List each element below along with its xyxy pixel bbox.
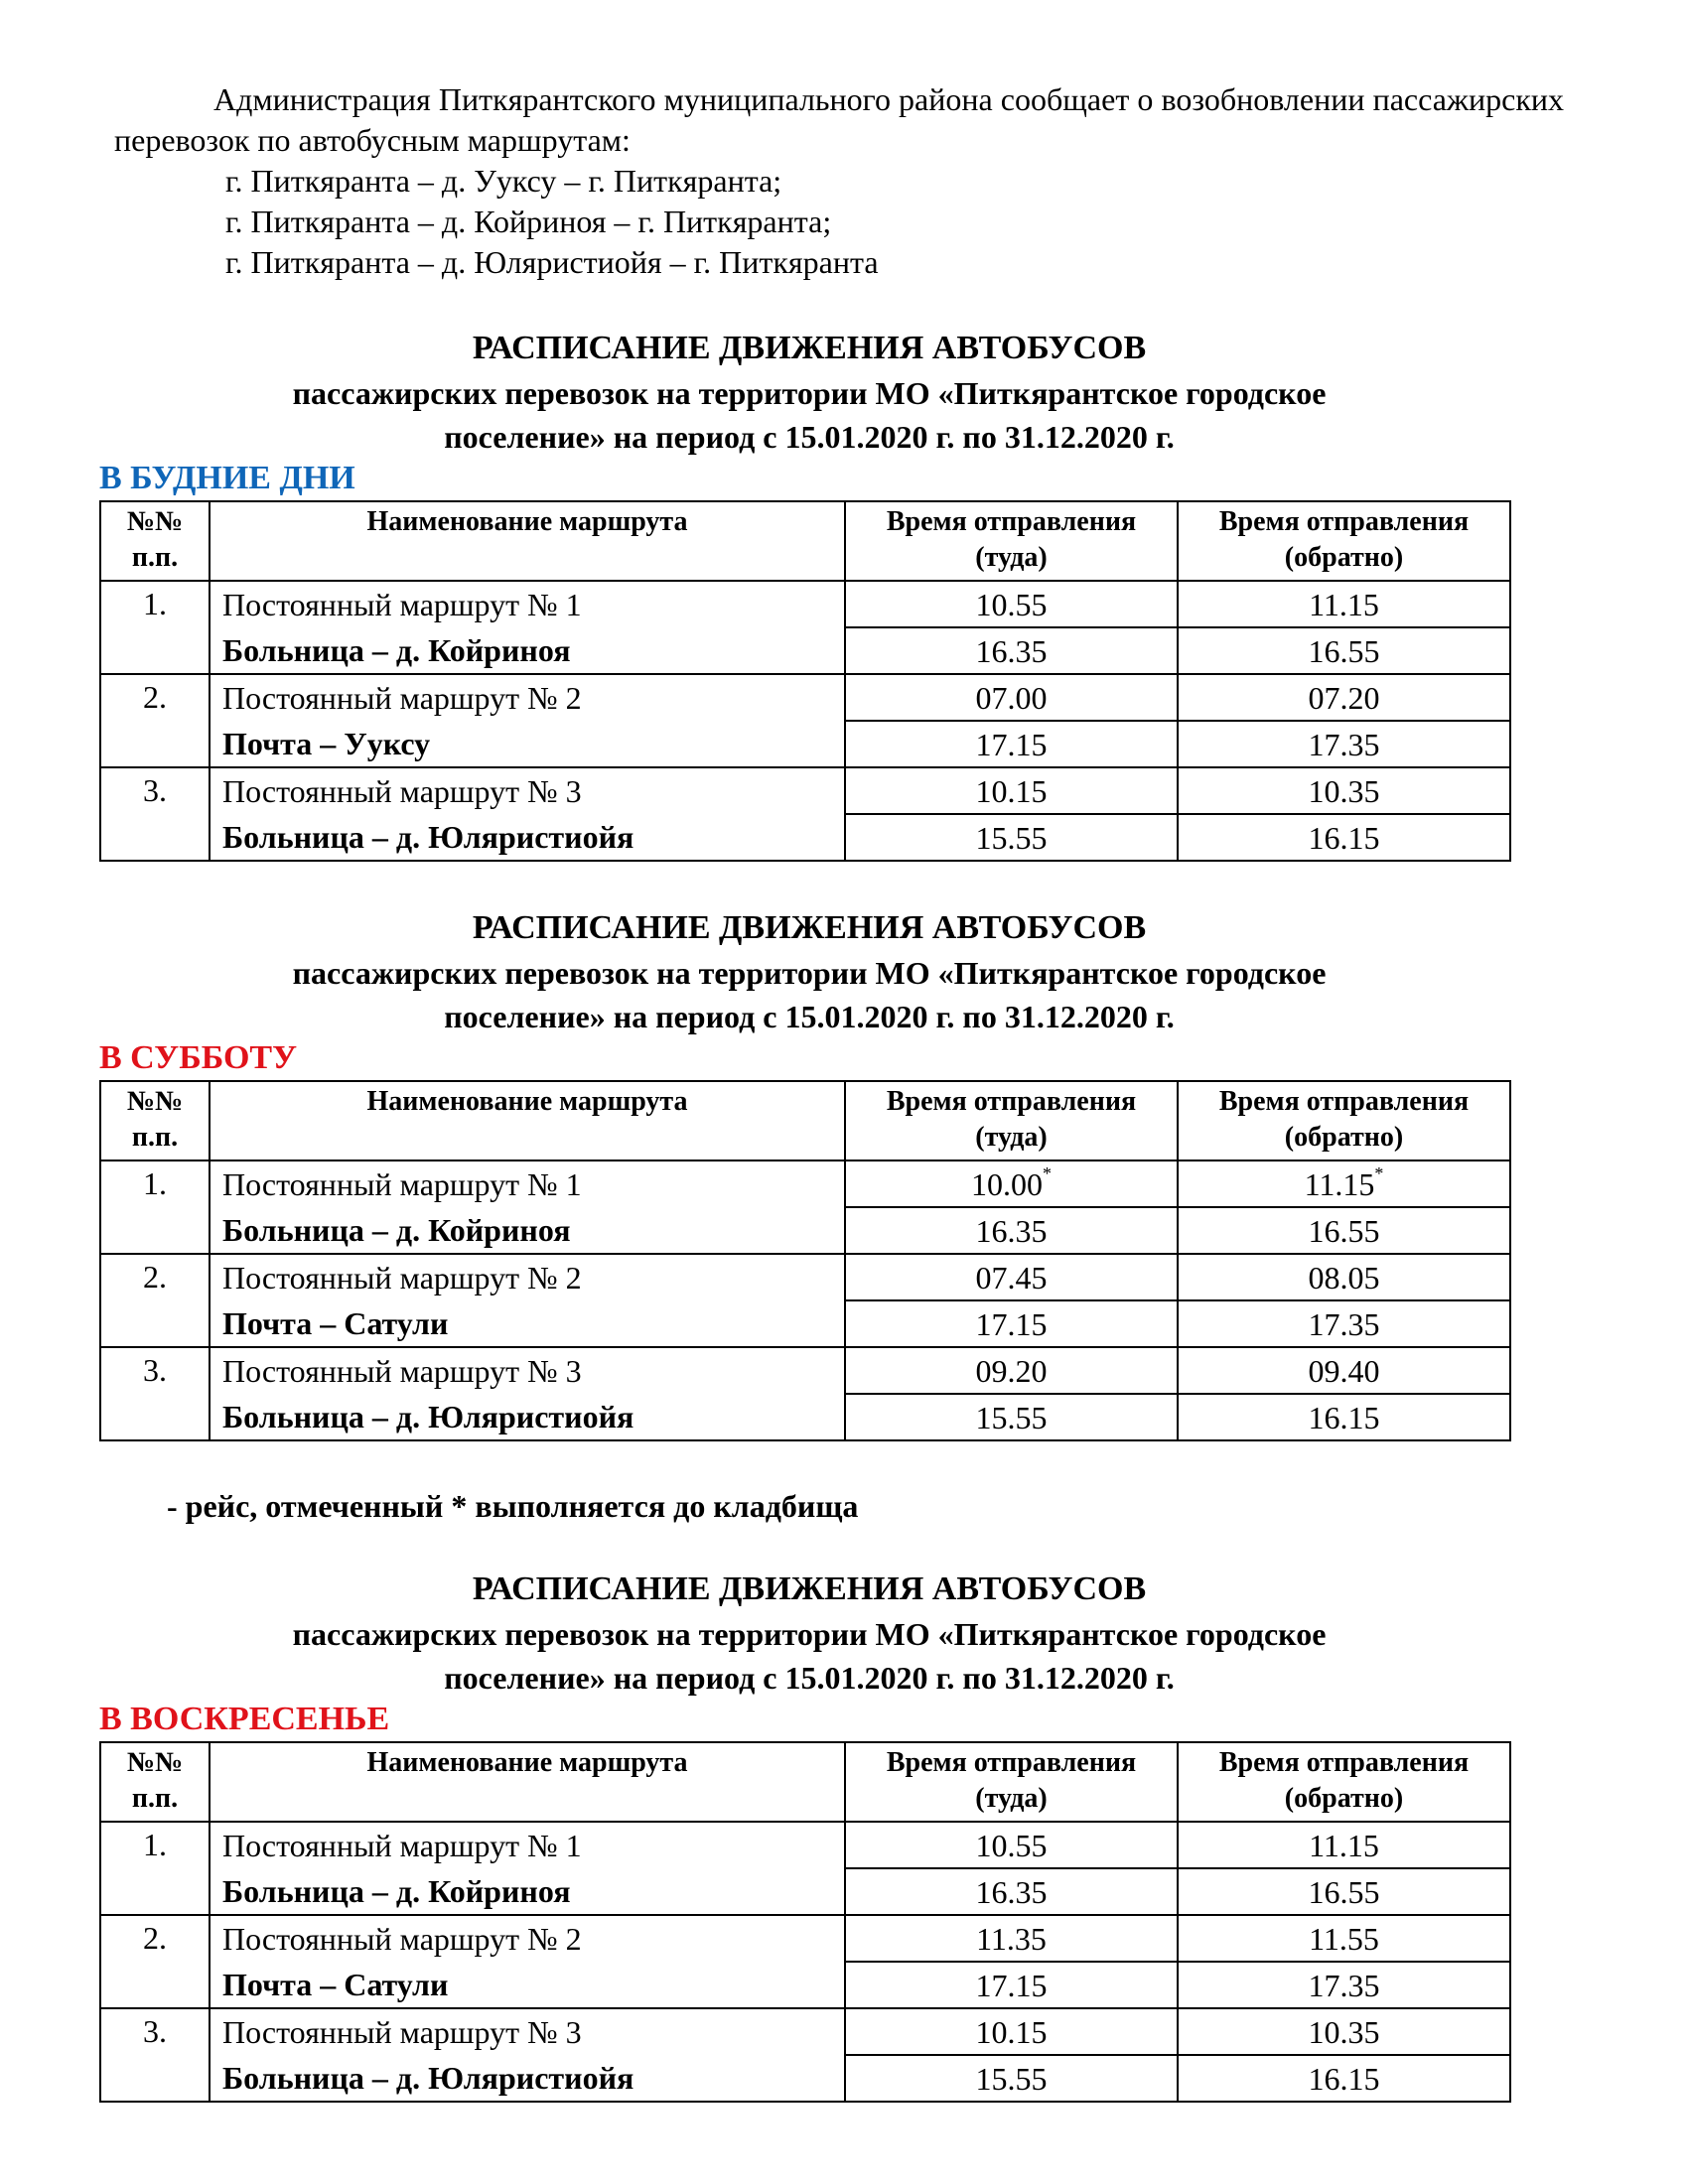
route-title: Постоянный маршрут № 3 — [222, 773, 582, 809]
intro-route-3: г. Питкяранта – д. Юляристиойя – г. Питкяранта — [225, 244, 879, 280]
departure-back-time: 17.35 — [1178, 1300, 1510, 1347]
departure-to-time: 15.55 — [845, 1394, 1178, 1440]
route-name-cell — [210, 1160, 845, 1254]
route-title: Постоянный маршрут № 3 — [222, 1353, 582, 1389]
header-departure-back: Время отправления (обратно) — [1178, 1742, 1510, 1822]
departure-back-time: 16.55 — [1178, 627, 1510, 674]
schedule-subtitle-1: пассажирских перевозок на территории МО «Питкярантское городское — [292, 1616, 1327, 1652]
route-name-cell — [210, 767, 845, 861]
row-number: 2. — [100, 1254, 210, 1347]
route-stops: Больница – д. Юляристиойя — [222, 819, 634, 855]
route-name-cell — [210, 1915, 845, 2008]
departure-back-time: 11.55 — [1178, 1915, 1510, 1962]
header-departure-back: Время отправления (обратно) — [1178, 501, 1510, 581]
table-row — [100, 1347, 1510, 1394]
departure-to-time: 10.00* — [845, 1160, 1178, 1207]
table-row — [100, 1915, 1510, 1962]
route-stops: Почта – Ууксу — [222, 726, 431, 761]
table-row — [100, 581, 1510, 627]
departure-back-time: 16.15 — [1178, 1394, 1510, 1440]
departure-to-time: 16.35 — [845, 627, 1178, 674]
departure-to-time: 15.55 — [845, 2055, 1178, 2102]
route-stops: Больница – д. Койриноя — [222, 1212, 571, 1248]
table-row — [100, 1254, 1510, 1300]
saturday-table — [99, 1080, 1511, 1441]
schedule-title: РАСПИСАНИЕ ДВИЖЕНИЯ АВТОБУСОВ — [472, 909, 1147, 946]
route-name-cell — [210, 1822, 845, 1915]
route-name-cell — [210, 1347, 845, 1440]
header-num: №№ п.п. — [100, 1742, 210, 1822]
route-name-cell — [210, 581, 845, 674]
departure-back-time: 16.55 — [1178, 1207, 1510, 1254]
row-number: 3. — [100, 1347, 210, 1440]
header-departure-to: Время отправления (туда) — [845, 1081, 1178, 1160]
row-number: 1. — [100, 1160, 210, 1254]
intro-text: Администрация Питкярантского муниципального района сообщает о возобновлении пассажирских перевозок по автобусным маршрутам: — [114, 81, 1564, 158]
departure-back-time: 17.35 — [1178, 721, 1510, 767]
schedule-subtitle-1: пассажирских перевозок на территории МО «Питкярантское городское — [292, 955, 1327, 991]
departure-to-time: 10.55 — [845, 581, 1178, 627]
departure-back-time: 16.15 — [1178, 814, 1510, 861]
intro-route-1: г. Питкяранта – д. Ууксу – г. Питкяранта; — [225, 163, 782, 199]
route-name-cell — [210, 674, 845, 767]
sunday-table — [99, 1741, 1511, 2103]
departure-to-time: 10.55 — [845, 1822, 1178, 1868]
route-stops: Больница – д. Юляристиойя — [222, 1399, 634, 1434]
departure-back-time: 10.35 — [1178, 2008, 1510, 2055]
departure-to-time: 09.20 — [845, 1347, 1178, 1394]
route-name-cell — [210, 2008, 845, 2102]
row-number: 3. — [100, 767, 210, 861]
asterisk-mark: * — [1374, 1162, 1384, 1183]
schedule-subtitle-2: поселение» на период с 15.01.2020 г. по 31.12.2020 г. — [444, 999, 1175, 1034]
departure-to-time: 16.35 — [845, 1868, 1178, 1915]
table-row — [100, 1822, 1510, 1868]
departure-back-time: 11.15* — [1178, 1160, 1510, 1207]
intro-route-2: г. Питкяранта – д. Койриноя – г. Питкяранта; — [225, 204, 832, 239]
sunday-section — [99, 1567, 1519, 2103]
table-row — [100, 2008, 1510, 2055]
departure-to-time: 17.15 — [845, 1962, 1178, 2008]
table-header-row — [100, 501, 1510, 581]
weekdays-table — [99, 500, 1511, 862]
departure-to-time: 07.45 — [845, 1254, 1178, 1300]
schedule-title: РАСПИСАНИЕ ДВИЖЕНИЯ АВТОБУСОВ — [472, 330, 1147, 366]
departure-to-time: 17.15 — [845, 721, 1178, 767]
departure-to-time: 10.15 — [845, 767, 1178, 814]
schedule-subtitle-1: пассажирских перевозок на территории МО «Питкярантское городское — [292, 375, 1327, 411]
departure-back-time: 07.20 — [1178, 674, 1510, 721]
route-title: Постоянный маршрут № 2 — [222, 680, 582, 716]
header-departure-to: Время отправления (туда) — [845, 1742, 1178, 1822]
departure-to-time: 07.00 — [845, 674, 1178, 721]
route-stops: Почта – Сатули — [222, 1305, 449, 1341]
schedule-subtitle-2: поселение» на период с 15.01.2020 г. по 31.12.2020 г. — [444, 419, 1175, 455]
schedule-title: РАСПИСАНИЕ ДВИЖЕНИЯ АВТОБУСОВ — [472, 1570, 1147, 1607]
departure-to-time: 11.35 — [845, 1915, 1178, 1962]
header-route-name: Наименование маршрута — [210, 501, 845, 581]
route-stops: Больница – д. Койриноя — [222, 632, 571, 668]
departure-to-time: 17.15 — [845, 1300, 1178, 1347]
schedule-subtitle-2: поселение» на период с 15.01.2020 г. по 31.12.2020 г. — [444, 1660, 1175, 1696]
departure-back-time: 16.55 — [1178, 1868, 1510, 1915]
table-header-row — [100, 1742, 1510, 1822]
route-stops: Больница – д. Койриноя — [222, 1873, 571, 1909]
departure-back-time: 10.35 — [1178, 767, 1510, 814]
header-route-name: Наименование маршрута — [210, 1742, 845, 1822]
route-title: Постоянный маршрут № 2 — [222, 1921, 582, 1957]
saturday-label: В СУББОТУ — [99, 1039, 298, 1076]
header-num: №№ п.п. — [100, 501, 210, 581]
header-num: №№ п.п. — [100, 1081, 210, 1160]
table-header-row — [100, 1081, 1510, 1160]
weekdays-label: В БУДНИЕ ДНИ — [99, 460, 355, 496]
departure-to-time: 15.55 — [845, 814, 1178, 861]
departure-back-time: 11.15 — [1178, 581, 1510, 627]
route-stops: Почта – Сатули — [222, 1967, 449, 2002]
departure-back-time: 17.35 — [1178, 1962, 1510, 2008]
route-name-cell — [210, 1254, 845, 1347]
header-departure-to: Время отправления (туда) — [845, 501, 1178, 581]
row-number: 1. — [100, 1822, 210, 1915]
departure-to-time: 16.35 — [845, 1207, 1178, 1254]
saturday-section — [99, 905, 1519, 1441]
row-number: 3. — [100, 2008, 210, 2102]
table-row — [100, 767, 1510, 814]
departure-back-time: 08.05 — [1178, 1254, 1510, 1300]
sunday-label: В ВОСКРЕСЕНЬЕ — [99, 1701, 390, 1737]
asterisk-mark: * — [1043, 1162, 1052, 1183]
table-row — [100, 1160, 1510, 1207]
row-number: 1. — [100, 581, 210, 674]
route-title: Постоянный маршрут № 1 — [222, 1166, 582, 1202]
departure-to-time: 10.15 — [845, 2008, 1178, 2055]
departure-back-time: 16.15 — [1178, 2055, 1510, 2102]
weekdays-section — [99, 326, 1519, 862]
intro-block — [114, 79, 1564, 283]
route-title: Постоянный маршрут № 2 — [222, 1260, 582, 1296]
header-route-name: Наименование маршрута — [210, 1081, 845, 1160]
route-title: Постоянный маршрут № 3 — [222, 2014, 582, 2050]
footnote: - рейс, отмеченный * выполняется до кладбища — [167, 1488, 859, 1524]
route-title: Постоянный маршрут № 1 — [222, 1828, 582, 1863]
departure-back-time: 11.15 — [1178, 1822, 1510, 1868]
route-title: Постоянный маршрут № 1 — [222, 587, 582, 622]
table-row — [100, 674, 1510, 721]
route-stops: Больница – д. Юляристиойя — [222, 2060, 634, 2096]
departure-back-time: 09.40 — [1178, 1347, 1510, 1394]
row-number: 2. — [100, 674, 210, 767]
header-departure-back: Время отправления (обратно) — [1178, 1081, 1510, 1160]
row-number: 2. — [100, 1915, 210, 2008]
